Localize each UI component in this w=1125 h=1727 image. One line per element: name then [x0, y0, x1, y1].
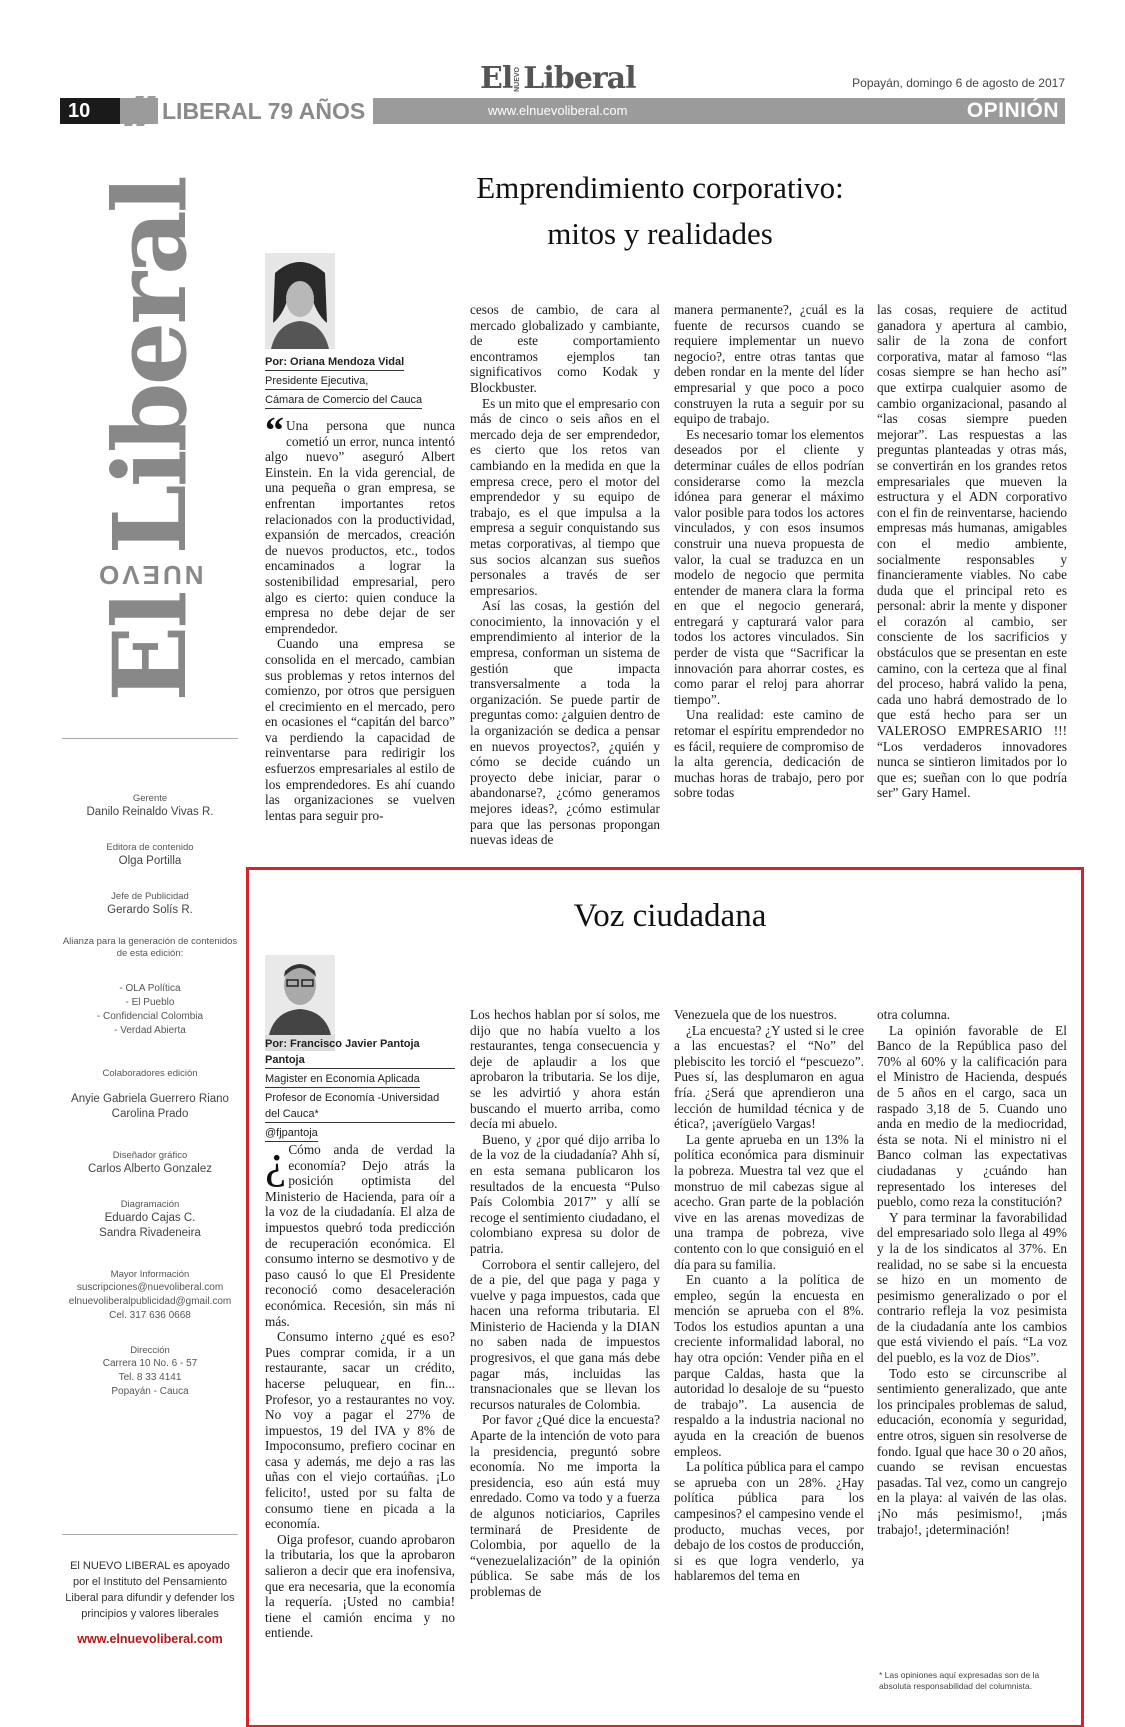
staff-role: Gerente [132, 793, 168, 804]
paragraph: En cuanto a la política de empleo, según la encuesta en mención se aprueba con el 8%. Todos los estudios apuntan a una creciente informalidad laboral, no hay otra opción: Vender piña en el parque Caldas, hasta que la autoridad lo desaloje de su “puesto de trabajo”. La ausencia de respaldo a la industria nacional no ayuda en la creación de buenos empleos. [674, 1272, 864, 1459]
masthead-nuevo: NUEVO [514, 67, 522, 92]
paragraph: Los hechos hablan por sí solos, me dijo que no había vuelto a los restaurantes, tenga consecuencia y deje de aplaudir a los que aprobaron la tributaria. Se los dije, se les advirtió y ahora están buscando el muerto arriba, como decía mi abuelo. [470, 1007, 660, 1132]
paragraph: Bueno, y ¿por qué dijo arriba lo de la voz de la ciudadanía? Ahh sí, en esta semana publicaron los resultados de la encuesta “Pulso País Colombia 2017” y allí se recoge el sentimiento ciudadano, el colombiano expresa su dolor de patria. [470, 1131, 660, 1256]
paragraph: Es necesario tomar los elementos deseados por el cliente y determinar cuáles de ellos podrían considerarse como la mezcla idónea para generar el máximo valor posible para todos los actores vinculados, y con esos insumos construir una nueva propuesta de valor, la cual se traduzca en un modelo de negocio que permita entender de manera clara la forma en que el negocio generará, entregará y capturará valor para todos los actores vinculados. Sin perder de vista que “Sacrificar la innovación para ahorrar costes, es como parar el reloj para ahorrar tiempo”. [674, 426, 864, 707]
header-date: Popayán, domingo 6 de agosto de 2017 [852, 76, 1065, 90]
article1-column-4 [877, 302, 1067, 801]
paragraph: Así las cosas, la gestión del conocimiento, la innovación y el emprendimiento al interior de la empresa, conforman un sistema de gestión que impacta transversalmente a toda la organización. Se puede partir de preguntas como: ¿alguien dentro de la organización se dedica a pensar en nuevos proyectos?, ¿quién y cómo se decide cuándo un proyecto debe iniciar, parar o abandonarse?, ¿cómo generamos mejores ideas?, ¿cómo estimular para que las personas propongan nuevas ideas de [470, 598, 660, 848]
paragraph: La política pública para el campo se aprueba con un 28%. ¿Hay política pública para los campesinos? el campesino vende el producto, muchas veces, por debajo de los costos de producción, si es que logra venderlo, ya hablaremos del tema en [674, 1459, 864, 1584]
staff-name: - El Pueblo [125, 997, 175, 1008]
paragraph: cesos de cambio, de cara al mercado globalizado y cambiante, de este comportamiento encontramos ejemplos tan significativos como Kodak y Blockbuster. [470, 302, 660, 395]
paragraph: Es un mito que el empresario con más de cinco o seis años en el mercado deja de ser emprendedor, es cierto que los retos van cambiando en la medida en que la empresa crece, pero el motor del emprendedor y su equipo de trabajo, es el que impulsa a la empresa a seguir conquistando sus metas corporativas, al tiempo que sus socios alcanzan sus sueños personales a través de ser empresarios. [470, 395, 660, 598]
column-disclaimer: * Las opiniones aquí expresadas son de la absoluta responsabilidad del columnista. [879, 1670, 1040, 1691]
staff-name: Carolina Prado [111, 1108, 189, 1120]
article2-title: Voz ciudadana [573, 898, 767, 934]
author-portrait-icon [265, 253, 335, 349]
staff-name: - Verdad Abierta [114, 1025, 186, 1036]
paragraph: Y para terminar la favorabilidad del empresariado solo llega al 49% y la de los sindicatos al 37%. En realidad, no se sabe si la encuesta se hizo en un momento de pesimismo generalizado o por el contrario refleja la voz pesimista de la ciudadanía ante los cambios que está viviendo el país. “La voz del pueblo, es la voz de Dios”. [877, 1209, 1067, 1366]
staff-role: Diagramación [120, 1199, 180, 1210]
paragraph: Corrobora el sentir callejero, del de a pie, del que paga y paga y vuelve y paga impuestos, cada que hacen una reforma tributaria. El Ministerio de Hacienda y la DIAN no saben nada de impuestos progresivos, el que gana más debe pagar más, incluidas las transnacionales que se llevan los recursos naturales de Colombia. [470, 1256, 660, 1412]
staff-role: Colaboradores edición [102, 1068, 198, 1079]
article1-title-line: mitos y realidades [547, 216, 773, 251]
staff-phone: Cel. 317 636 0668 [109, 1310, 191, 1321]
staff-name: Eduardo Cajas C. [104, 1212, 196, 1224]
author-portrait-icon [265, 955, 335, 1035]
article2-byline [265, 1036, 455, 1144]
byline-role: Profesor de Economía -Universidad del Cauca* [265, 1090, 455, 1123]
paragraph: ¿La encuesta? ¿Y usted si le cree a las encuestas? el “No” del plebiscito les torció el “pescuezo”. Pues sí, las desplumaron en agua fría. ¿Será que aprendieron una lección de humildad técnica y de ética?, ¡averígüelo Vargas! [674, 1022, 864, 1132]
paragraph: las cosas, requiere de actitud ganadora y apertura al cambio, salir de la zona de confort corporativa, matar al famoso “las cosas siempre se han hecho así” que extirpa cualquier asomo de cambio organizacional, pasando al “las cosas siempre pueden mejorar”. Las respuestas a las preguntas planteadas y otras más, se convertirán en los grandes retos empresariales que mueven la estructura y el ADN corporativo con el fin de reinventarse, haciendo empresas más humanas, amigables con el medio ambiente, socialmente responsables y financieramente viables. No cabe duda que el principal reto es personal: abrir la mente y disponer el corazón al cambio, ser consciente de los sacrificios y obstáculos que se presentan en este camino, con la certeza que al final del proceso, habrá valido la pena, cada uno habrá demostrado de lo que está hecho para ser un VALEROSO EMPRESARIO !!! “Los verdaderos innovadores nunca se sintieron limitados por lo que es; sueñan con lo que podría ser” Gary Hamel. [877, 302, 1067, 801]
staff-email[interactable]: elnuevoliberalpublicidad@gmail.com [68, 1296, 232, 1307]
paragraph: La gente aprueba en un 13% la política económica para disminuir la pobreza. Muestra tal vez que el monstruo de mil cabezas sigue al acecho. Gran parte de la población vive en las arenas movedizas de una trampa de pobreza, vive contento con lo que consiguió en el día para su familia. [674, 1131, 864, 1272]
masthead-el: El [480, 61, 513, 96]
staff-role: Jefe de Publicidad [111, 891, 189, 902]
byline-role: Presidente Ejecutiva, [265, 373, 368, 390]
staff-name: - Confidencial Colombia [96, 1011, 204, 1022]
staff-email[interactable]: suscripciones@nuevoliberal.com [76, 1282, 224, 1293]
paragraph: manera permanente?, ¿cuál es la fuente de recursos cuando se requiere implementar un nuevo negocio?, entre otras tantas que deben rondar en la mente del líder empresarial y que poco a poco construyen la ruta a seguir por su equipo de trabajo. [674, 302, 864, 427]
sidebar-website-link[interactable]: www.elnuevoliberal.com [77, 1632, 223, 1646]
staff-name: Sandra Rivadeneira [99, 1227, 201, 1239]
paragraph: Una realidad: este camino de retomar el espíritu emprendedor no es fácil, requiere de compromiso de la alta gerencia, dedicación de muchas horas de trabajo, pero por sobre todas [674, 707, 864, 801]
sidebar-divider [62, 1534, 238, 1535]
article2-column-2 [470, 1007, 660, 1600]
staff-role: Alianza para la generación de contenidos de esta edición: [62, 936, 238, 959]
article1-title [430, 165, 890, 257]
staff-name: - OLA Política [119, 983, 181, 994]
paragraph: Cuando una empresa se consolida en el mercado, cambian sus problemas y retos internos del comienzo, por otros que persiguen el crecimiento en el mercado, pero en ocasiones el “capitán del barco” va perdiendo la capacidad de reinventarse para redirigir los esfuerzos empresariales al estilo de los emprendedores. Es ahí cuando las organizaciones se vuelven lentas para seguir pro- [265, 636, 455, 823]
sidebar-note: El NUEVO LIBERAL es apoyado por el Instituto del Pensamiento Liberal para difundir y defender los principios y valores liberales [65, 1560, 235, 1620]
anniversary-label: LIBERAL 79 AÑOS [158, 96, 373, 126]
byline-role: Magister en Economía Aplicada [265, 1071, 420, 1088]
paragraph: Una persona que nunca cometió un error, nunca intentó algo nuevo” aseguró Albert Einstein. En la vida gerencial, de una pequeña o gran empresa, se enfrentan importantes retos relacionados con la productividad, expansión de mercados, creación de nuevos productos, etc., todos encaminados a lograr la sostenibilidad empresarial, pero algo es cierto: quien conduce la empresa no debe dejar de ser emprendedor. [265, 418, 455, 636]
article2-column-1 [265, 1135, 455, 1641]
quote-mark-icon: “ [265, 410, 284, 452]
staff-city: Popayán - Cauca [111, 1386, 189, 1397]
paragraph: otra columna. [877, 1007, 951, 1022]
staff-box [62, 793, 238, 1399]
paragraph: Oiga profesor, cuando aprobaron la tributaria, los que la aprobaron salieron a decir que era inofensiva, que era necesaria, que la economía la requería. ¡Usted no cambia! tiene el camión encima y no entiende. [265, 1531, 455, 1641]
staff-role: Mayor Información [110, 1269, 190, 1280]
article1-title-line: Emprendimiento corporativo: [476, 170, 844, 205]
header-website[interactable]: www.elnuevoliberal.com [488, 103, 628, 118]
side-logo [90, 170, 210, 710]
byline-twitter-handle[interactable]: @fjpantoja [265, 1125, 318, 1142]
paragraph: Cómo anda de verdad la economía? Dejo atrás la posición optimista del Ministerio de Hacienda, para oír a la voz de la ciudadanía. El alza de impuestos quebró toda predicción de recuperación económica. El consumo interno se desmotivo y de paso causó lo que El Presidente reconoció como desaceleración económica. Recesión, sin más ni más. [265, 1142, 455, 1329]
author-photo [265, 253, 335, 349]
inverted-question-mark-icon: ¿ [265, 1135, 287, 1188]
section-label: OPINIÓN [966, 99, 1059, 122]
article1-column-3 [674, 302, 864, 801]
article2-column-3 [674, 1007, 864, 1584]
sidebar-divider [62, 738, 238, 739]
side-logo-nuevo: NUEVO [96, 559, 204, 590]
staff-name: Anyie Gabriela Guerrero Riano [71, 1093, 229, 1105]
staff-role: Dirección [130, 1345, 170, 1356]
staff-address: Carrera 10 No. 6 - 57 [102, 1358, 198, 1369]
article2-column-4 [877, 1007, 1067, 1537]
staff-role: Diseñador gráfico [112, 1150, 188, 1161]
byline-author: Por: Oriana Mendoza Vidal [265, 354, 404, 371]
staff-phone: Tel. 8 33 4141 [118, 1372, 182, 1383]
staff-name: Danilo Reinaldo Vivas R. [86, 806, 214, 818]
side-logo-el: El [91, 593, 209, 702]
masthead-logo [480, 60, 650, 96]
staff-name: Olga Portilla [118, 855, 182, 867]
slash-mark-icon [122, 96, 158, 126]
staff-name: Gerardo Solís R. [107, 904, 193, 916]
side-logo-liberal: Liberal [91, 178, 209, 555]
masthead-liberal: Liberal [523, 61, 636, 96]
article1-column-1 [265, 410, 455, 823]
page-number: 10 [60, 98, 120, 124]
byline-role: Cámara de Comercio del Cauca [265, 392, 422, 409]
staff-role: Editora de contenido [106, 842, 194, 853]
paragraph: Todo esto se circunscribe al sentimiento generalizado, que ante los principales problemas de salud, educación, economía y seguridad, entre otros, siguen sin resolverse de fondo. Igual que hace 30 o 20 años, cuando se revisan encuestas pasadas. Tal vez, como un cangrejo en la playa: al vaivén de las olas. ¡No más pesimismo!, ¡más trabajo!, ¡determinación! [877, 1365, 1067, 1537]
paragraph: Venezuela que de los nuestros. [674, 1007, 837, 1022]
paragraph: Consumo interno ¿qué es eso? Pues comprar comida, ir a un restaurante, sacar un crédito, hacerse peluquear, en fin... Profesor, yo a restaurantes no voy. No voy a pagar el 27% de impuestos, 19 del IVA y 8% de Impoconsumo, prefiero cocinar en casa y además, me dejo a ras las uñas con el viejo cortaúñas. ¡Lo felicito!, usted por su falta de consumo tiene en picada a la economía. [265, 1329, 455, 1532]
article1-byline [265, 354, 455, 411]
paragraph: Por favor ¿Qué dice la encuesta? Aparte de la intención de voto para la presidencia, preguntó sobre economía. No me importa la presidencia, eso aún está muy enredado. Como va todo y a fuerza de algunos noticiarios, Capriles terminará de Presidente de Colombia, por aquello de la “venezuelalización” de la opinión pública. Se sabe más de los problemas de [470, 1412, 660, 1599]
paragraph: La opinión favorable de El Banco de la República paso del 70% al 60% y la calificación para el Ministro de Hacienda, después de 5 años en el cargo, saca un raspado 3,18 de 5. Cuando uno anda en medio de la mediocridad, ésta se nota. Ni el ministro ni el Banco colman las expectativas ciudadanas y ¿cuándo han representado los intereses del pueblo, como reza la constitución? [877, 1022, 1067, 1210]
article1-column-2 [470, 302, 660, 848]
staff-name: Carlos Alberto Gonzalez [87, 1163, 212, 1175]
byline-author: Por: Francisco Javier Pantoja Pantoja [265, 1036, 455, 1069]
